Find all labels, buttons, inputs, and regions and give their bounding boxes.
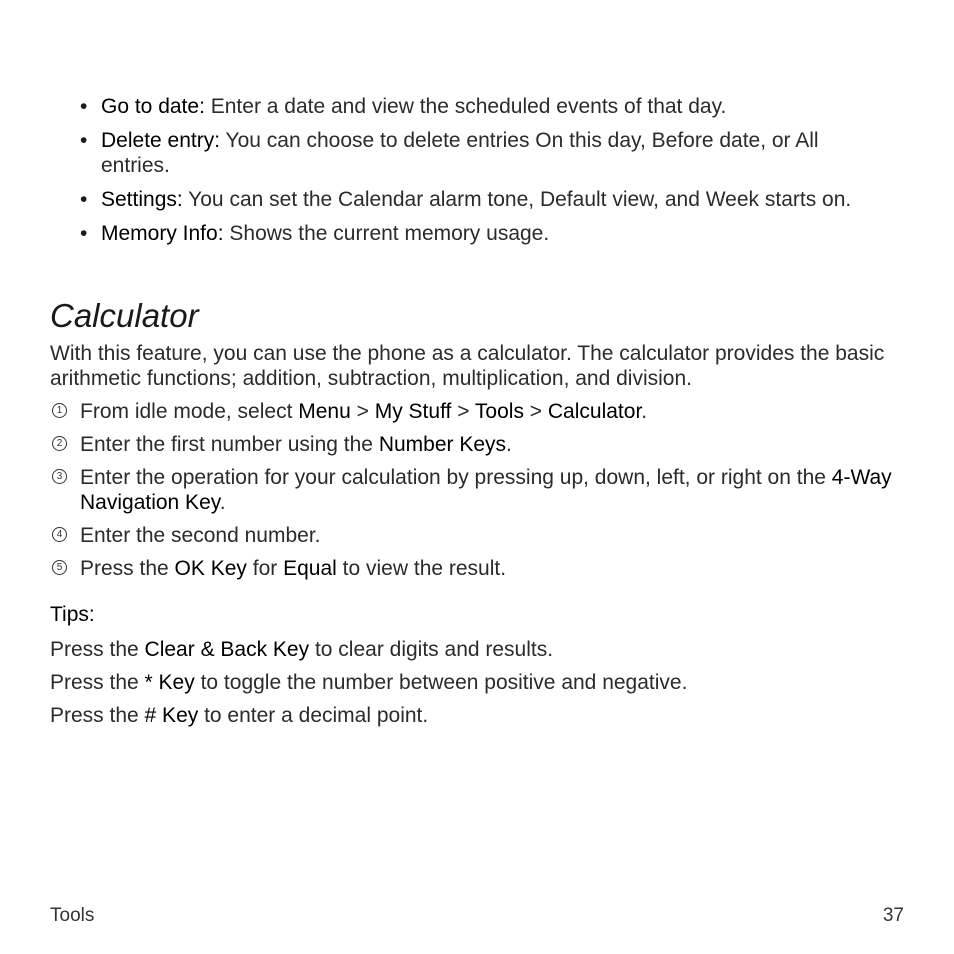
steps-list [50, 399, 910, 589]
step-text: . [641, 400, 648, 423]
section-intro: With this feature, you can use the phone as a calculator. The calculator provides the basic arithmetic functions; addition, subtraction, multiplication, and division. [50, 342, 885, 390]
step-number-icon: 5 [52, 560, 67, 575]
tip-text: to toggle the number between positive and negative. [194, 671, 688, 694]
step-number-icon: 2 [52, 436, 67, 451]
step-text: From idle mode, select [80, 400, 299, 423]
bullet-text: You can choose to delete entries On this day, Before date, or All entries. [101, 129, 819, 177]
step-separator: > [523, 400, 548, 423]
tip-key: # Key [144, 704, 199, 727]
bullet-dot: • [80, 95, 88, 118]
tip-item [50, 637, 910, 662]
step-text: to view the result. [336, 557, 507, 580]
step-number-icon: 3 [52, 469, 67, 484]
step-key: Calculator [547, 400, 642, 423]
footer-page-number: 37 [882, 905, 904, 926]
step-key: Equal [283, 557, 337, 580]
tip-item [50, 703, 910, 728]
bullet-item [80, 221, 880, 246]
feature-bullet-list [80, 94, 880, 255]
tip-text: Press the [50, 638, 145, 661]
step-key: My Stuff [374, 400, 452, 423]
bullet-text: Enter a date and view the scheduled events of that day. [204, 95, 727, 118]
step-text: for [246, 557, 284, 580]
step-item [50, 432, 910, 457]
step-key: Tools [474, 400, 524, 423]
bullet-dot: • [80, 222, 88, 245]
step-number-icon: 1 [52, 403, 67, 418]
step-text: . [506, 433, 512, 456]
step-text: Enter the first number using the [80, 433, 379, 456]
tips-list [50, 637, 910, 736]
bullet-term: Delete entry: [101, 129, 221, 152]
bullet-text: Shows the current memory usage. [223, 222, 550, 245]
bullet-dot: • [80, 129, 88, 152]
tip-key: * Key [144, 671, 195, 694]
step-text: Enter the operation for your calculation by pressing up, down, left, or right on the [80, 466, 832, 489]
tip-text: Press the [50, 704, 145, 727]
bullet-item [80, 128, 880, 178]
bullet-text: You can set the Calendar alarm tone, Default view, and Week starts on. [182, 188, 852, 211]
tip-text: Press the [50, 671, 145, 694]
step-key: OK Key [174, 557, 247, 580]
step-text: . [219, 491, 226, 514]
step-separator: > [451, 400, 475, 423]
step-key: 4-Way Navigation Key [80, 466, 892, 514]
tip-text: to enter a decimal point. [198, 704, 429, 727]
section-title: Calculator [50, 297, 199, 334]
step-key: Number Keys [378, 433, 507, 456]
step-item [50, 399, 910, 424]
bullet-term: Memory Info: [101, 222, 224, 245]
tip-item [50, 670, 910, 695]
bullet-term: Settings: [101, 188, 183, 211]
bullet-dot: • [80, 188, 88, 211]
tips-heading: Tips: [50, 603, 95, 626]
step-item [50, 556, 910, 581]
footer-section-label: Tools [50, 905, 95, 926]
bullet-term: Go to date: [101, 95, 205, 118]
bullet-item [80, 94, 880, 119]
tip-key: Clear & Back Key [144, 638, 310, 661]
step-text: Press the [80, 557, 175, 580]
step-separator: > [350, 400, 375, 423]
step-item [50, 465, 910, 515]
tip-text: to clear digits and results. [309, 638, 554, 661]
step-text: Enter the second number. [80, 524, 321, 547]
step-item [50, 523, 910, 548]
step-key: Menu [298, 400, 351, 423]
step-number-icon: 4 [52, 527, 67, 542]
bullet-item [80, 187, 880, 212]
